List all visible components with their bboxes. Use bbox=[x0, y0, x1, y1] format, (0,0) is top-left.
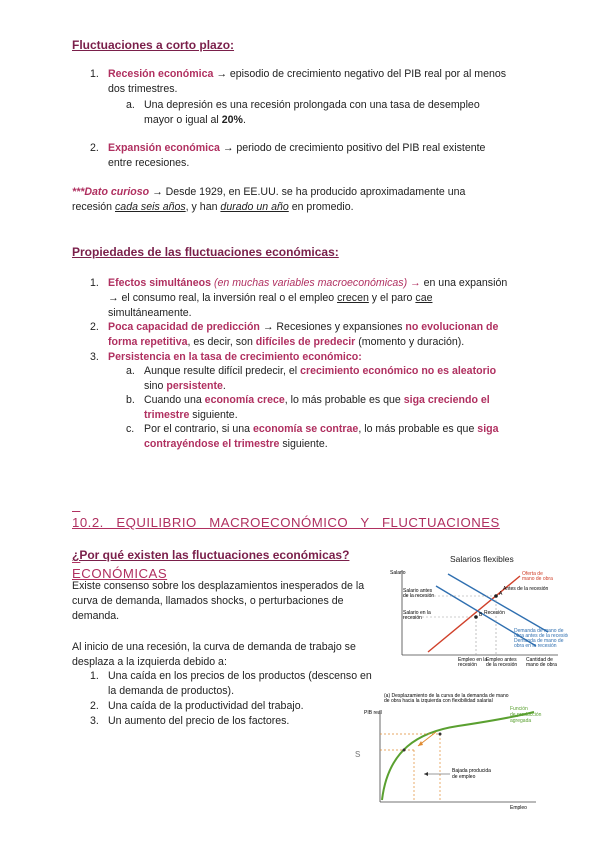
equilibrium-b bbox=[474, 615, 478, 619]
section-title-propiedades: Propiedades de las fluctuaciones económicas: bbox=[72, 245, 339, 259]
term-recesion: Recesión económica bbox=[108, 68, 214, 80]
svg-text:A: A bbox=[499, 591, 503, 597]
fig1-title: Salarios flexibles bbox=[450, 554, 514, 564]
term-expansion: Expansión económica bbox=[108, 142, 220, 154]
svg-text:Recesión: Recesión bbox=[484, 610, 505, 616]
figure-salarios-flexibles bbox=[388, 550, 568, 670]
svg-text:mano de obra: mano de obra bbox=[526, 662, 557, 668]
svg-text:Empleo antes: Empleo antes bbox=[486, 657, 517, 663]
list-item-persistencia: 3. Persistencia en la tasa de crecimiento económico: bbox=[90, 351, 362, 363]
svg-text:obra en la recesión: obra en la recesión bbox=[514, 643, 557, 649]
svg-text:Empleo en la: Empleo en la bbox=[458, 657, 488, 663]
sub-item-a: a. Aunque resulte difícil predecir, el crecimiento económico no es aleatorio sino persistente. bbox=[126, 365, 497, 392]
cause-item: 1. Una caída en los precios de los productos (descenso en bbox=[90, 670, 372, 682]
svg-text:mano de obra: mano de obra bbox=[522, 576, 553, 582]
svg-text:(a) Desplazamiento de la curva: (a) Desplazamiento de la curva de la demanda de mano bbox=[384, 693, 509, 699]
cause-item: 3. Un aumento del precio de los factores. bbox=[90, 715, 290, 727]
section-title-fluctuaciones: Fluctuaciones a corto plazo: bbox=[72, 38, 235, 52]
figure-funcion-produccion bbox=[358, 690, 550, 810]
paragraph-inicio-recesion: Al inicio de una recesión, la curva de demanda de trabajo se desplaza a la izquierda debido a: bbox=[72, 641, 356, 668]
svg-text:de producción: de producción bbox=[510, 712, 542, 718]
svg-text:Función: Función bbox=[510, 706, 528, 712]
svg-text:de obra hacia la izquierda con: de obra hacia la izquierda con flexibilidad salarial bbox=[384, 698, 493, 704]
paragraph-consenso: Existe consenso sobre los desplazamientos inesperados de la curva de demanda, llamados shocks, o perturbaciones de demanda. bbox=[72, 580, 365, 622]
svg-text:Antes de la recesión: Antes de la recesión bbox=[503, 586, 549, 592]
svg-text:de la recesión: de la recesión bbox=[403, 593, 435, 599]
svg-text:Demanda de mano de: Demanda de mano de bbox=[514, 628, 564, 634]
production-function-diagram bbox=[358, 690, 550, 810]
svg-text:Demanda de mano de: Demanda de mano de bbox=[514, 638, 564, 644]
sub-item-b: b. Cuando una economía crece, lo más probable es que siga creciendo el trimestre siguiente. bbox=[126, 394, 490, 421]
list-item-efectos: 1. Efectos simultáneos (en muchas variables macroeconómicas) → en una expansión → el consumo real, la inversión real o el empleo crecen y el paro cae simultáneamente. bbox=[90, 277, 508, 319]
equilibrium-a bbox=[494, 594, 498, 598]
question-title: ¿Por qué existen las fluctuaciones económicas? bbox=[72, 548, 350, 562]
production-curve bbox=[382, 712, 534, 800]
cause-list: 1. Una caída en los precios de los productos (descenso en la demanda de productos). 2. Una caída de la productividad del trabajo. 3. Un aumento del precio de los factores. bbox=[90, 669, 390, 729]
cause-item: 2. Una caída de la productividad del trabajo. bbox=[90, 700, 304, 712]
svg-text:recesión: recesión bbox=[458, 662, 477, 668]
svg-text:PIB real: PIB real bbox=[364, 710, 382, 716]
svg-text:Empleo: Empleo bbox=[510, 805, 527, 810]
svg-text:Salario antes: Salario antes bbox=[403, 588, 433, 594]
svg-text:de la recesión: de la recesión bbox=[486, 662, 518, 668]
section-heading-10-2: 10.2. EQUILIBRIO MACROECONÓMICO Y FLUCTUACIONES ECONÓMICAS bbox=[72, 515, 500, 581]
svg-text:B: B bbox=[479, 612, 483, 618]
svg-text:de empleo: de empleo bbox=[452, 774, 476, 780]
svg-text:Oferta de: Oferta de bbox=[522, 571, 543, 577]
svg-text:Cantidad de: Cantidad de bbox=[526, 657, 553, 663]
svg-text:recesión: recesión bbox=[403, 615, 422, 621]
list-item-expansion: 2. Expansión económica → periodo de crecimiento positivo del PIB real existente entre recesiones. bbox=[90, 142, 486, 169]
list-item-depresion: a. Una depresión es una recesión prolongada con una tasa de desempleo mayor o igual al 20%. bbox=[126, 99, 480, 126]
sub-item-c: c. Por el contrario, si una economía se contrae, lo más probable es que siga contrayéndose el trimestre siguiente. bbox=[126, 423, 499, 450]
list-item-recesion: 1. Recesión económica → episodio de crecimiento negativo del PIB real por al menos dos trimestres. bbox=[90, 68, 507, 95]
dato-curioso: ***Dato curioso → Desde 1929, en EE.UU. se ha producido aproximadamente una recesión cada seis años, y han durado un año en promedio. bbox=[72, 186, 466, 213]
svg-text:Bajada producida: Bajada producida bbox=[452, 768, 491, 774]
list-item-prediccion: 2. Poca capacidad de predicción → Recesiones y expansiones no evolucionan de forma repetitiva, es decir, son difíciles de predecir (momento y duración). bbox=[90, 321, 499, 348]
labor-market-diagram bbox=[388, 550, 568, 670]
side-mark: s bbox=[355, 748, 361, 760]
svg-text:Salario en la: Salario en la bbox=[403, 610, 431, 616]
svg-text:Salario: Salario bbox=[390, 570, 406, 576]
svg-text:obra antes de la recesión: obra antes de la recesión bbox=[514, 633, 568, 639]
svg-text:agregada: agregada bbox=[510, 718, 532, 724]
